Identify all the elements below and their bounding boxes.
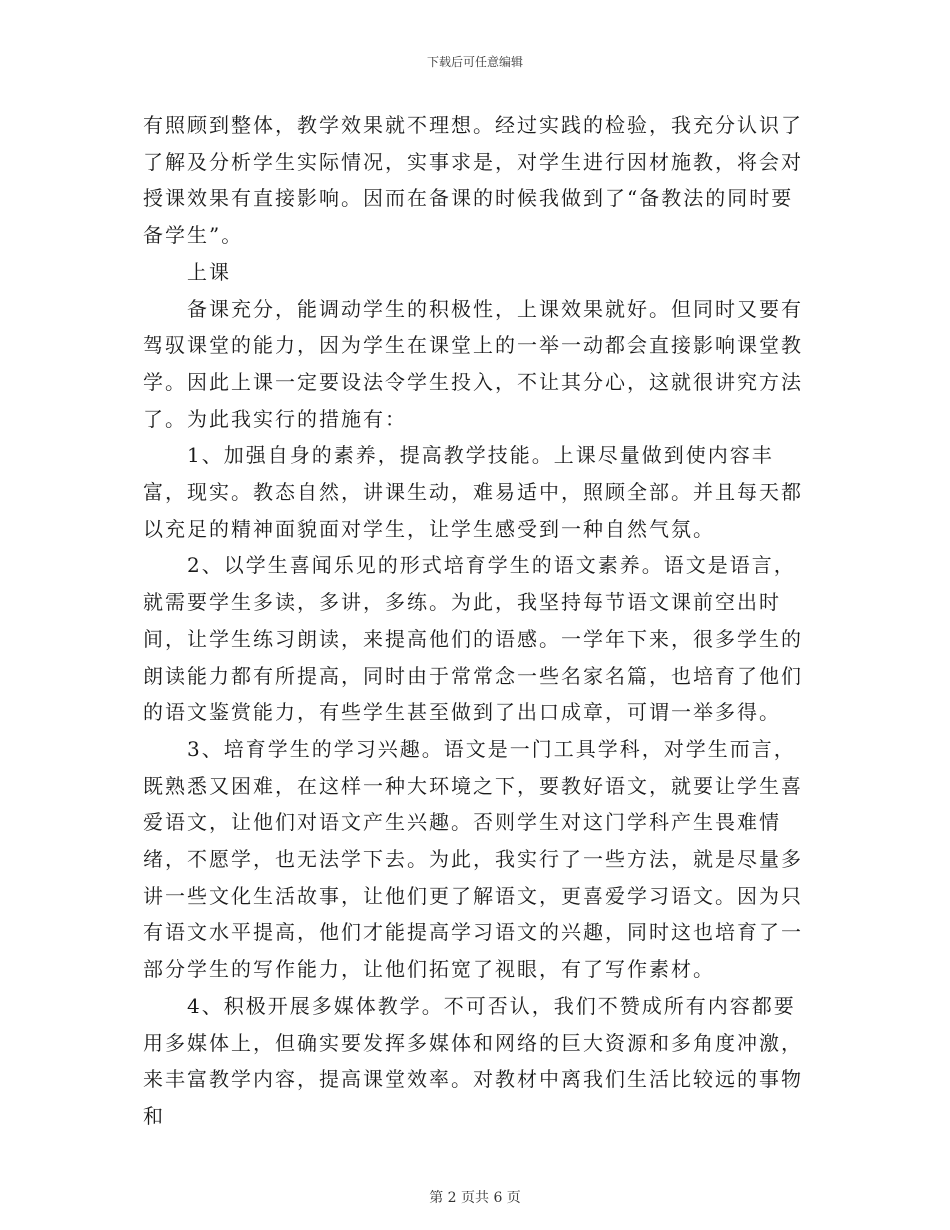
page-number: 第 2 页共 6 页 — [429, 1190, 521, 1206]
paragraph-item-3: 3、培育学生的学习兴趣。语文是一门工具学科，对学生而言，既熟悉又困难，在这样一种大环境之下，要教好语文，就要让学生喜爱语文，让他们对语文产生兴趣。否则学生对这门学科产生畏难情绪，不愿学，也无法学下去。为此，我实行了一些方法，就是尽量多讲一些文化生活故事，让他们更了解语文，更喜爱学习语文。因为只有语文水平提高，他们才能提高学习语文的兴趣，同时这也培育了一部分学生的写作能力，让他们拓宽了视眼，有了写作素材。 — [143, 736, 803, 982]
paragraph-continuation: 有照顾到整体，教学效果就不理想。经过实践的检验，我充分认识了了解及分析学生实际情况，实事求是，对学生进行因材施教，将会对授课效果有直接影响。因而在备课的时候我做到了“备教法的同时要备学生”。 — [143, 113, 803, 248]
section-heading-class: 上课 — [187, 259, 231, 284]
page-header: 下载后可任意编辑 — [426, 55, 523, 69]
paragraph-item-2: 2、以学生喜闻乐见的形式培育学生的语文素养。语文是语言，就需要学生多读，多讲，多练。为此，我坚持每节语文课前空出时间，让学生练习朗读，来提高他们的语感。一学年下来，很多学生的朗读能力都有所提高，同时由于常常念一些名家名篇，也培育了他们的语文鉴赏能力，有些学生甚至做到了出口成章，可谓一举多得。 — [143, 553, 803, 725]
paragraph-item-4: 4、积极开展多媒体教学。不可否认，我们不赞成所有内容都要用多媒体上，但确实要发挥多媒体和网络的巨大资源和多角度冲激，来丰富教学内容，提高课堂效率。对教材中离我们生活比较远的事物和 — [143, 993, 803, 1128]
paragraph-class-intro: 备课充分，能调动学生的积极性，上课效果就好。但同时又要有驾驭课堂的能力，因为学生在课堂上的一举一动都会直接影响课堂教学。因此上课一定要设法令学生投入，不让其分心，这就很讲究方法了。为此我实行的措施有： — [143, 296, 803, 431]
document-body — [143, 107, 813, 1135]
paragraph-item-1: 1、加强自身的素养，提高教学技能。上课尽量做到使内容丰富，现实。教态自然，讲课生动，难易适中，照顾全部。并且每天都以充足的精神面貌面对学生，让学生感受到一种自然气氛。 — [143, 443, 803, 541]
